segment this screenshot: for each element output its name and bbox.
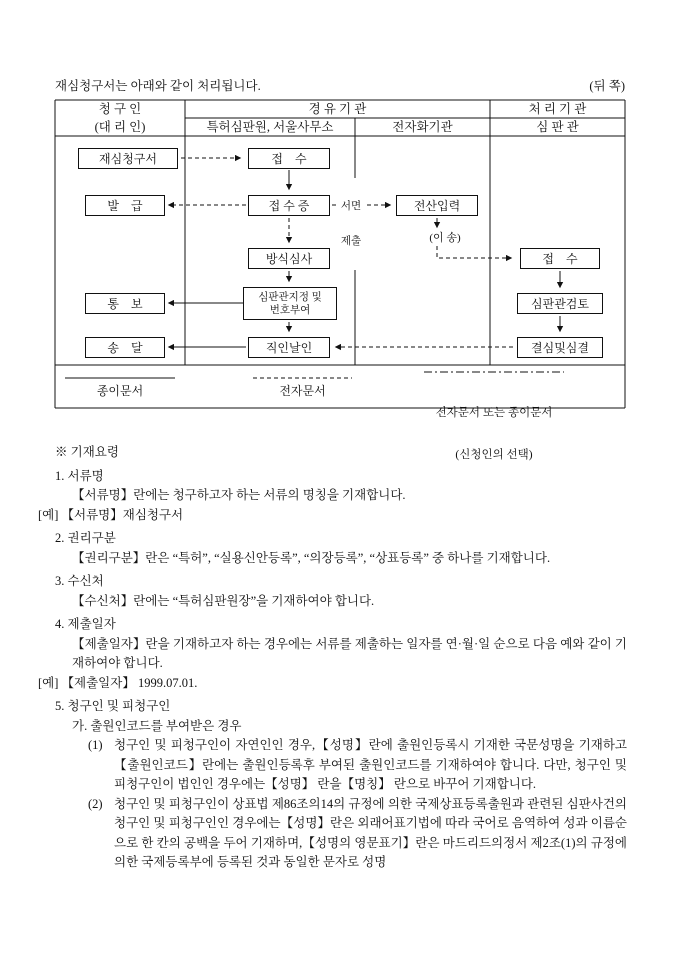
flow-box-decision: 결심및심결 (517, 337, 603, 358)
instruction-item-5 (55, 697, 627, 873)
item-body: 【제출일자】란을 기재하고자 하는 경우에는 서류를 제출하는 일자를 연·월·일 순으로 다음 예와 같이 기재하여야 합니다. (72, 636, 627, 670)
item-title: 2. 권리구분 (55, 531, 116, 545)
item-point-1 (55, 736, 627, 795)
header-judge: 심 판 관 (536, 120, 579, 134)
item-body: 【수신처】란에는 “특허심판원장”을 기재하여야 합니다. (72, 593, 375, 608)
flow-box-receipt-1: 접 수 (248, 148, 330, 169)
intro-text: 재심청구서는 아래와 같이 처리됩니다. (55, 79, 261, 93)
flow-box-issuance: 발 급 (85, 195, 165, 216)
header-digitizing-agency: 전자화기관 (392, 120, 453, 134)
flow-box-seal-stamp: 직인날인 (248, 337, 330, 358)
item-title: 1. 서류명 (55, 468, 104, 483)
item-title: 5. 청구인 및 피청구인 (55, 699, 171, 713)
flow-box-computer-input: 전산입력 (396, 195, 478, 216)
item-body: 【서류명】란에는 청구하고자 하는 서류의 명칭을 기재합니다. (72, 488, 406, 502)
point-text: 청구인 및 피청구인이 상표법 제86조의14의 규정에 의한 국제상표등록출원과 관련된 심판사건의 청구인 및 피청구인인 경우에는【성명】란은 외래어표기법에 따라 국어로 음역하여 성과 이름순으로 한 칸의 공백을 두어 기재하며,【성명의 영문표기】란은 마드리드의정서 제2조(1)의 규정에 의한 국제등록부에 등록된 것과 동일한 문자로 성명 (114, 796, 627, 869)
header-claimant-sub: (대 리 인) (94, 120, 146, 134)
header-processing-agency: 처 리 기 관 (528, 102, 587, 116)
instruction-item-3 (55, 572, 627, 611)
flow-box-judge-review: 심판관검토 (517, 293, 603, 314)
instruction-item-4 (38, 615, 627, 693)
item-subheading: 가. 출원인코드를 부여받은 경우 (72, 718, 242, 733)
point-number: (1) (88, 738, 103, 752)
point-number: (2) (88, 796, 103, 811)
judge-assignment-line1: 심판관지정 및 (258, 291, 322, 303)
legend-electronic-document: 전자문서 (279, 384, 326, 398)
item-example: [예] 【서류명】재심청구서 (38, 507, 184, 522)
legend-choice: 전자문서 또는 종이문서 (신청인의 선택) (435, 407, 553, 461)
item-point-2 (55, 795, 627, 873)
flow-box-delivery: 송 달 (85, 337, 165, 358)
item-example: [예] 【제출일자】 1999.07.01. (38, 675, 198, 690)
header-via-agency: 경 유 기 관 (308, 102, 367, 116)
instructions-section (38, 443, 627, 873)
header-claimant: 청 구 인 (98, 102, 142, 116)
flow-box-formality-exam: 방식심사 (248, 248, 330, 269)
legend-paper-document: 종이문서 (96, 384, 144, 398)
point-text: 청구인 및 피청구인이 자연인인 경우,【성명】란에 출원인등록시 기재한 국문성명을 기재하고 【출원인코드】란에는 출원인등록후 부여된 출원인코드를 기재하여야 합니다. 다만, 청구인 및 피청구인이 법인인 경우에는【성명】 란을【명칭】 란으로 바꾸어 기재합니다. (114, 738, 627, 791)
flow-box-receipt-2: 접 수 (520, 248, 600, 269)
item-title: 4. 제출일자 (55, 617, 116, 631)
instruction-item-2 (55, 529, 627, 568)
flow-box-notification: 통 보 (85, 293, 165, 314)
transfer-label: (이 송) (413, 233, 477, 245)
judge-assignment-line2: 번호부여 (269, 304, 311, 316)
paper-submission-label: 서면 제출 (336, 178, 366, 270)
instruction-item-1 (38, 467, 627, 526)
flow-box-retrial-request: 재심청구서 (78, 148, 178, 169)
instructions-heading: ※ 기재요령 (55, 445, 119, 459)
item-title: 3. 수신처 (55, 574, 104, 588)
page-side-label: (뒤 쪽) (589, 79, 625, 93)
header-patent-tribunal: 특허심판원, 서울사무소 (206, 120, 334, 134)
item-body: 【권리구분】란은 “특허”, “실용신안등록”, “의장등록”, “상표등록” 중 하나를 기재합니다. (72, 550, 551, 565)
flow-box-judge-assignment (243, 287, 337, 320)
flow-box-receipt-slip: 접 수 증 (248, 195, 330, 216)
